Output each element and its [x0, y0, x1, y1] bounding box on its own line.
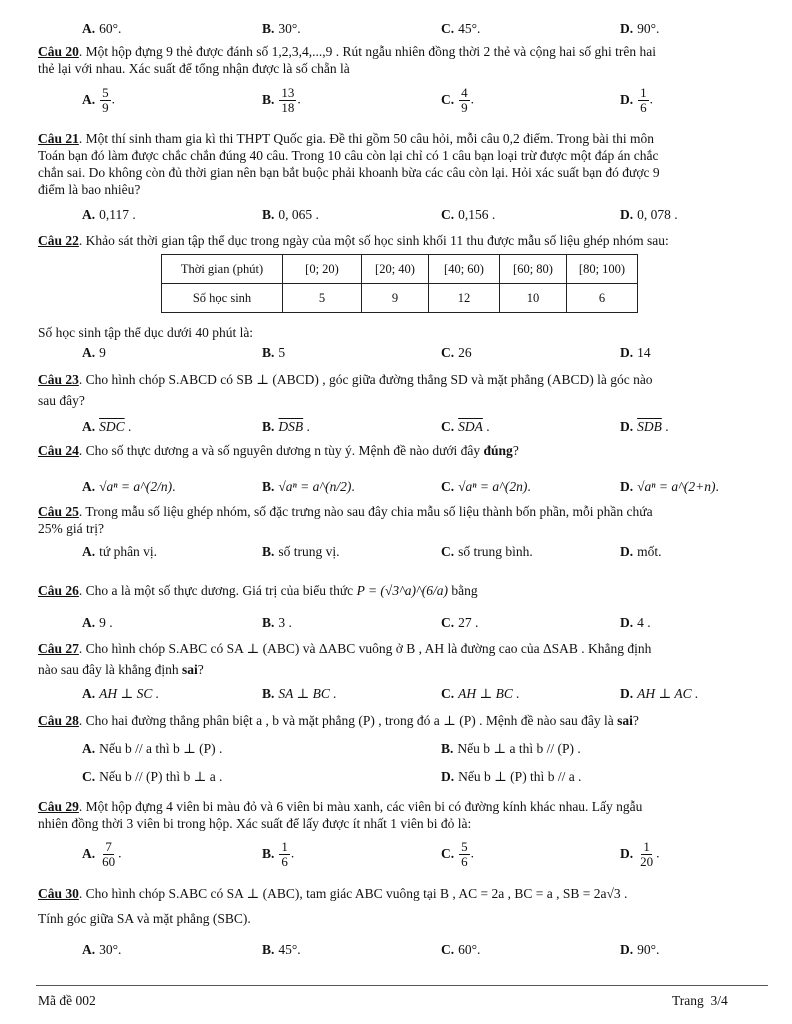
- q23-option-b: B. $\overline{DSB}$ .: [262, 419, 310, 434]
- question-28-number: Câu 28: [38, 713, 79, 728]
- q30-option-a: A. 30°.: [82, 942, 122, 957]
- question-23: Câu 23. Cho hình chóp S.ABCD có SB ⊥ (ABCD) , góc giữa đường thẳng SD và mặt phẳng (ABCD) là góc nào sau đây?: [38, 372, 653, 408]
- q20-option-d: D. $\frac{1}{6}$ .: [620, 85, 653, 115]
- q28-option-c: C. Nếu b // (P) thì b ⊥ a .: [82, 769, 223, 784]
- q21-option-c: C. 0,156 .: [441, 207, 496, 222]
- question-22-prompt: Số học sinh tập thể dục dưới 40 phút là:: [38, 325, 254, 340]
- q22-option-c: C. 26: [441, 345, 472, 360]
- q26-option-b: B. 3 .: [262, 615, 292, 630]
- footer-divider: [36, 985, 768, 986]
- q19-option-c: C. 45°.: [441, 21, 481, 36]
- q22-option-a: A. 9: [82, 345, 106, 360]
- question-27-number: Câu 27: [38, 641, 79, 656]
- q29-option-c: C. $\frac{5}{6}$ .: [441, 839, 474, 869]
- q26-option-d: D. 4 .: [620, 615, 651, 630]
- q23-option-d: D. $\overline{SDB}$ .: [620, 419, 669, 434]
- question-20: [38, 43, 764, 77]
- question-20-text-2: thẻ lại với nhau. Xác suất để tổng nhận được là số chẵn là: [38, 61, 350, 76]
- q19-option-a: A. 60°.: [82, 21, 122, 36]
- q29-option-a: A. $\frac{7}{60}$ .: [82, 839, 122, 869]
- question-30-number: Câu 30: [38, 886, 79, 901]
- q23-option-a: A. $\overline{SDC}$ .: [82, 419, 132, 434]
- q19-option-b: B. 30°.: [262, 21, 301, 36]
- table-row: Số học sinh 5 9 12 10 6: [162, 284, 638, 313]
- question-21: Câu 21. Một thí sinh tham gia kì thi THPT Quốc gia. Đề thi gồm 50 câu hỏi, mỗi câu 0,2 điểm. Trong bài thi môn Toán bạn đó làm được chắc chắn đúng 40 câu. Trong 10 câu còn lại chỉ có 1 câu bạn loại trừ được một đáp án chắc chắn sai. Do không còn đủ thời gian nên bạn bắt buộc phải khoanh bừa các câu còn lại. Hỏi xác suất bạn đó được 9 điểm là bao nhiêu?: [38, 131, 660, 197]
- q22-option-b: B. 5: [262, 345, 286, 360]
- q24-option-c: C. √aⁿ = a^(2n).: [441, 479, 531, 494]
- question-24-number: Câu 24: [38, 443, 79, 458]
- q19-option-d: D. 90°.: [620, 21, 660, 36]
- q28-option-b: B. Nếu b ⊥ a thì b // (P) .: [441, 741, 581, 756]
- q25-option-a: A. tứ phân vị.: [82, 544, 158, 559]
- question-25-number: Câu 25: [38, 504, 79, 519]
- question-28: Câu 28. Cho hai đường thẳng phân biệt a , b và mặt phẳng (P) , trong đó a ⊥ (P) . Mệnh đề nào sau đây là sai?: [38, 713, 639, 728]
- question-22: Câu 22. Khảo sát thời gian tập thể dục trong ngày của một số học sinh khối 11 thu được mẫu số liệu ghép nhóm sau:: [38, 233, 669, 248]
- question-23-number: Câu 23: [38, 372, 79, 387]
- q21-option-a: A. 0,117 .: [82, 207, 136, 222]
- q24-option-a: A. √aⁿ = a^(2/n).: [82, 479, 176, 494]
- question-21-number: Câu 21: [38, 131, 79, 146]
- exam-code: Mã đề 002: [38, 993, 96, 1008]
- question-20-number: Câu 20: [38, 44, 79, 59]
- question-26: Câu 26. Cho a là một số thực dương. Giá trị của biểu thức P = (√3^a)^(6/a) bằng: [38, 583, 478, 598]
- q30-option-c: C. 60°.: [441, 942, 481, 957]
- q27-option-d: D. AH ⊥ AC .: [620, 686, 699, 701]
- question-20-text: . Một hộp đựng 9 thẻ được đánh số 1,2,3,4,...,9 . Rút ngẫu nhiên đồng thời 2 thẻ và cộng hai số ghi trên hai: [78, 44, 656, 59]
- question-29: Câu 29. Một hộp đựng 4 viên bi màu đỏ và 6 viên bi màu xanh, các viên bi có đường kính khác nhau. Lấy ngẫu nhiên đồng thời 3 viên bi trong hộp. Xác suất để lấy được ít nhất 1 viên bi đỏ là:: [38, 799, 643, 831]
- q28-option-d: D. Nếu b ⊥ (P) thì b // a .: [441, 769, 582, 784]
- q25-option-b: B. số trung vị.: [262, 544, 340, 559]
- q28-option-a: A. Nếu b // a thì b ⊥ (P) .: [82, 741, 223, 756]
- page-number: Trang 3/4: [672, 993, 728, 1008]
- q29-option-d: D. $\frac{1}{20}$ .: [620, 839, 660, 869]
- question-26-number: Câu 26: [38, 583, 79, 598]
- q20-option-c: C. $\frac{4}{9}$ .: [441, 85, 474, 115]
- question-24: Câu 24. Cho số thực dương a và số nguyên dương n tùy ý. Mệnh đề nào dưới đây đúng?: [38, 443, 519, 458]
- q26-option-c: C. 27 .: [441, 615, 479, 630]
- q20-option-a: A. $\frac{5}{9}$ .: [82, 85, 115, 115]
- q27-option-a: A. AH ⊥ SC .: [82, 686, 160, 701]
- question-27: Câu 27. Cho hình chóp S.ABC có SA ⊥ (ABC) và ΔABC vuông ở B , AH là đường cao của ΔSAB . Khẳng định nào sau đây là khẳng định sai?: [38, 641, 652, 677]
- q24-option-d: D. √aⁿ = a^(2+n).: [620, 479, 719, 494]
- q29-option-b: B. $\frac{1}{6}$ .: [262, 839, 295, 869]
- q22-option-d: D. 14: [620, 345, 651, 360]
- q27-option-c: C. AH ⊥ BC .: [441, 686, 520, 701]
- q30-option-d: D. 90°.: [620, 942, 660, 957]
- q25-option-d: D. mốt.: [620, 544, 662, 559]
- table-row: Thời gian (phút) [0; 20) [20; 40) [40; 60) [60; 80) [80; 100): [162, 255, 638, 284]
- question-25: Câu 25. Trong mẫu số liệu ghép nhóm, số đặc trưng nào sau đây chia mẫu số liệu thành bốn phần, mỗi phần chứa 25% giá trị?: [38, 504, 653, 536]
- q20-option-b: B. $\frac{13}{18}$ .: [262, 85, 301, 115]
- question-30: Câu 30. Cho hình chóp S.ABC có SA ⊥ (ABC), tam giác ABC vuông tại B , AC = 2a , BC = a , SB = 2a√3 . Tính góc giữa SA và mặt phẳng (SBC).: [38, 886, 628, 926]
- q30-option-b: B. 45°.: [262, 942, 301, 957]
- q21-option-d: D. 0, 078 .: [620, 207, 678, 222]
- q25-option-c: C. số trung bình.: [441, 544, 533, 559]
- expression: P = (√3^a)^(6/a): [356, 583, 448, 598]
- q23-option-c: C. $\overline{SDA}$ .: [441, 419, 490, 434]
- question-22-number: Câu 22: [38, 233, 79, 248]
- q27-option-b: B. SA ⊥ BC .: [262, 686, 337, 701]
- q21-option-b: B. 0, 065 .: [262, 207, 319, 222]
- question-29-number: Câu 29: [38, 799, 79, 814]
- q26-option-a: A. 9 .: [82, 615, 113, 630]
- q24-option-b: B. √aⁿ = a^(n/2).: [262, 479, 355, 494]
- data-table: [161, 254, 638, 313]
